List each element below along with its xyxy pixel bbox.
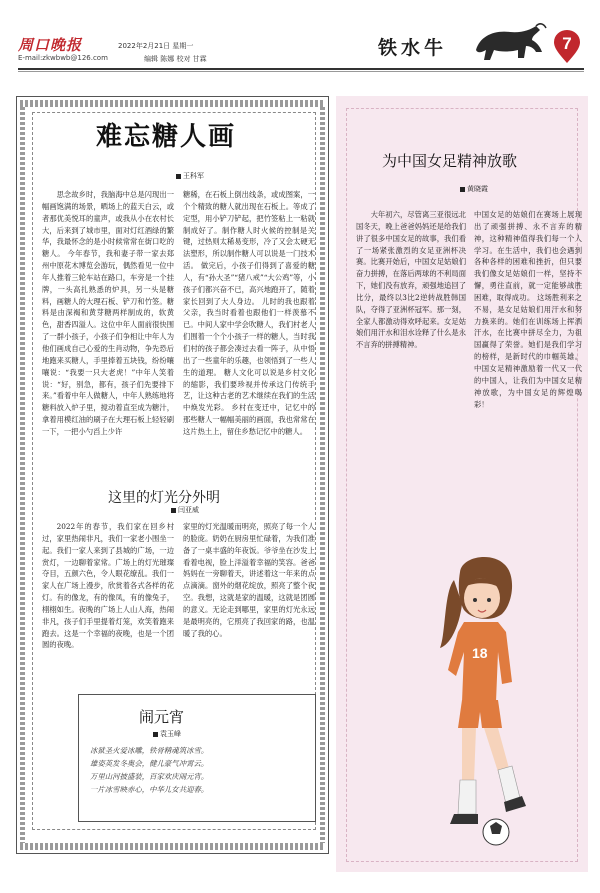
- page-number: 7: [562, 34, 572, 53]
- newspaper-logo: 周口晚报: [18, 36, 83, 54]
- poem-line: 一片冰雪映赤心，中华儿女共迎春。: [90, 785, 209, 794]
- decorative-stripe: [20, 100, 325, 107]
- page-number-badge: [552, 30, 582, 64]
- poem-line: 万里山河披盛装，百家欢庆闹元宵。: [90, 772, 209, 781]
- masthead: [0, 0, 600, 74]
- issue-date: 2022年2月21日 星期一: [118, 42, 194, 50]
- svg-text:18: 18: [472, 645, 488, 661]
- article-column: 2022年的春节，我们家在回乡村过，家里热闹非凡，我们一家老小围坐一起。我们一家人来到了县城的广场，一边赏灯，一边聊着家常。广场上的灯光璀璨夺目，五颜六色，令人眼花缭乱。我们一家人在广场上漫步，欣赏着各式各样的花灯。有的像龙，有的像凤，有的像兔子，栩栩如生。夜晚的广场上人山人海，热闹非凡，孩子们手里提着灯笼，欢笑着跑来跑去。这是一个幸福的夜晚，也是一个团圆的夜晚。: [42, 522, 174, 650]
- decorative-stripe: [20, 843, 325, 850]
- section-title: 铁水牛: [378, 37, 448, 59]
- poem-author: 袁玉峰: [153, 729, 181, 739]
- decorative-stripe: [20, 107, 25, 843]
- poem-title: 闹元宵: [139, 708, 185, 726]
- article-column: 中国女足的姑娘们在赛场上展现出了顽强拼搏、永不言弃的精神，这种精神值得我们每一个人学习。在生活中，我们也会遇到各种各样的困难和挫折，但只要我们像女足姑娘们一样，坚持不懈，勇往直前，就一定能够战胜困难，取得成功。 这场胜利来之不易，是女足姑娘们用汗水和努力换来的。她们在训练场上挥洒汗水，在比赛中拼尽全力，为祖国赢得了荣誉。她们是我们学习的榜样，是新时代的巾帼英雄。 中国女足精神激励着一代又一代的中国人，让我们为中国女足精神放歌，为中国女足的辉煌喝彩！: [474, 210, 582, 409]
- decorative-stripe: [320, 107, 325, 843]
- article-author: 王科军: [176, 171, 204, 181]
- article-column: 家里的灯光温暖而明亮，照亮了每一个人的脸庞。奶奶在厨房里忙碌着，为我们准备了一桌丰盛的年夜饭。爷爷坐在沙发上看着电视，脸上洋溢着幸福的笑容。爸爸妈妈在一旁聊着天，讲述着这一年来的点点滴滴。窗外的烟花绽放，照亮了整个夜空。我想，这就是家的温暖，这就是团圆的意义。无论走到哪里，家里的灯光永远是最明亮的，它照亮了我回家的路，也温暖了我的心。: [183, 522, 315, 638]
- article-title: 难忘糖人画: [96, 122, 237, 152]
- article-author: 黄晓霞: [460, 184, 488, 194]
- editor-credits: 编辑 陈娜 校对 甘霖: [144, 55, 207, 63]
- article-author: 闫亚威: [171, 505, 199, 515]
- header-rule: [18, 68, 584, 70]
- article-column: 大年初六，尽管离三亚很远北国冬天，晚上爸爸妈妈还是给我们讲了很多中国女足的故事，我们看了一场紧张激烈的女足亚洲杯决赛。比赛开始后，中国女足姑娘们奋力拼搏，在落后两球的不利局面下，她们没有放弃，顽强地追回了比分，最终以3比2逆转战胜韩国队，夺得了亚洲杯冠军。那一刻，全家人都激动得欢呼起来。女足姑娘们用汗水和泪水诠释了什么是永不言弃的拼搏精神。: [356, 210, 466, 350]
- email-address: E-mail:zkwbwb@126.com: [18, 54, 108, 62]
- article-column: 思念故乡时，我脑海中总是闪现出一幅画饱满的场景，晒场上的蓝天白云，或者那优美悦耳的童声，或我从小在农村长大，后来到了城市里，面对灯红酒绿的繁华，我最怀念的是小时候常常在街口吃的糖人。 今年春节，我和妻子带一家去郑州中原花木博览会游玩，偶然看见一位中年人推着三轮车站在路口，车旁是一个挂牌，一头高扎熟悉的炉具，另一头是糖料，画糖人的大理石板、铲刀和竹签。糖料是由深褐和黄芽糖两样制成的，软黄色，甜香四溢人。这位中年人面前很快围了一群小孩子，小孩子们争相让中年人为他们画成自己心爱的生肖动物，争先恐后地跑来买糖人，手里捧着五块钱，纷纷嚷嚷说：“我要一只大老虎！”中年人笑着说：“好，别急，都有，孩子们先要排下来。”看着中年人做糖人，中年人熟练地将糖料放入炉子里，搅动着直至成为糖汁，拿着用模红油的刷子在大理石板上轻轻刷一下，一把小勺舀上少许: [42, 190, 174, 436]
- article-title: 为中国女足精神放歌: [382, 152, 518, 170]
- article-column: 糖稀，在石板上倒出线条，或成图案，一个个精致的糖人就出现在石板上。等成了定型，用小铲刀铲起，把竹签粘上一粘就制成好了。制作糖人时火候的控制是关键，过热则太稀易变形，冷了又会太硬无法塑形，所以制作糖人可以说是一门技术活。 做完后，小孩子们得到了喜爱的糖人，有“孙大圣”“猪八戒”“大公鸡”等，小孩子们都兴奋不已，高兴地跑开了，随着家长回到了大人身边。 儿时的我也跟着父亲，我当时看着也跟他们一样羡慕不已。中间人家中学会吹糖人，我们村老人们围着一个个小孩子一样的糖人，当时我们村的孩子都会凑过去看一阵子，从中悟出了一些童年的乐趣，也领悟到了一些人生的道理。 糖人文化可以说是乡村文化的缩影，我们要珍视并传承这门传统手艺，让这种古老的艺术继续在我们的生活中焕发光彩。 乡村在变迁中，记忆中的那些糖人一幅幅美丽的画面，我也常常在这片热土上，留住乡愁记忆中的糖人。: [183, 190, 315, 436]
- poem-line: 雄姿英发冬奥会，健儿豪气冲霄云。: [90, 759, 209, 768]
- girl-soccer-player-illustration: [432, 552, 542, 852]
- poem-line: 冰狱圣火爱冰雕，铁骨精魂筑冰雪。: [90, 746, 209, 755]
- header-rule-thin: [18, 71, 584, 72]
- article-title: 这里的灯光分外明: [108, 490, 220, 506]
- bull-icon: [470, 22, 548, 66]
- poem-body: [90, 744, 310, 796]
